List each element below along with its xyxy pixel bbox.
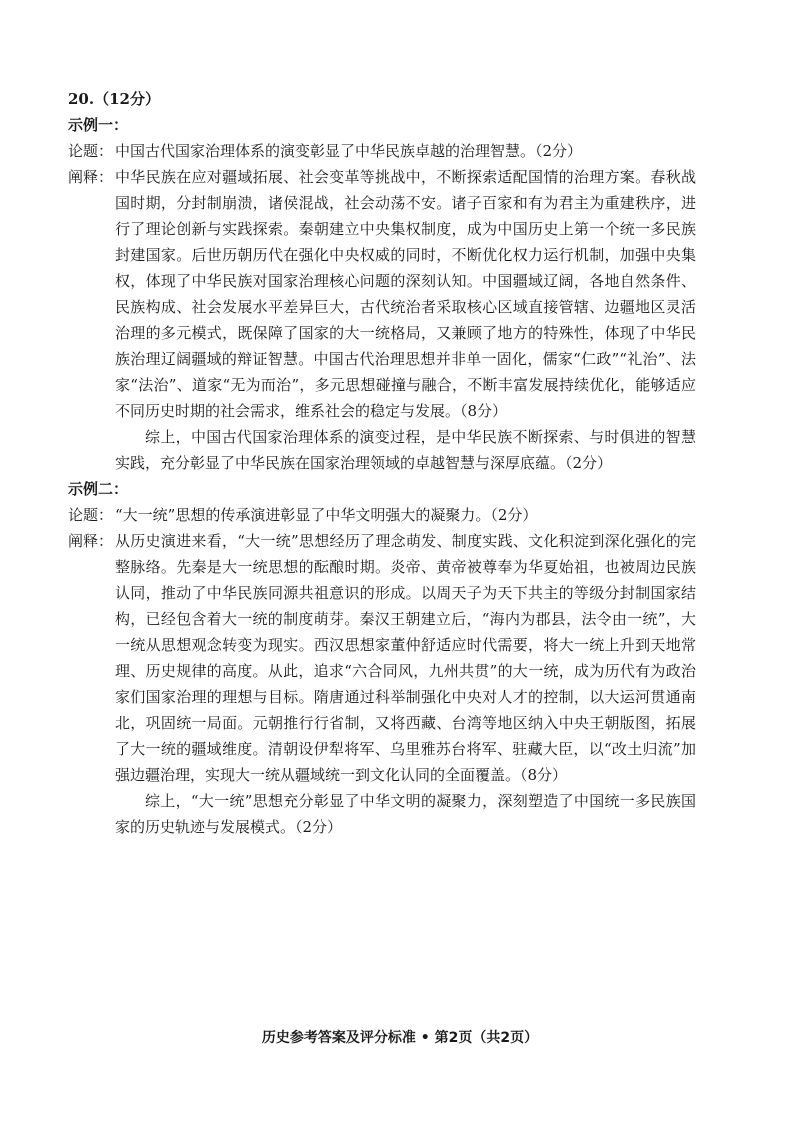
- question-header: 20.（12分）: [68, 90, 160, 108]
- explanation-label: 阐释：: [68, 532, 114, 550]
- summary-text: 综上，中国古代国家治理体系的演变过程，是中华民族不断探索、与时俱进的智慧实践，充分彰显了中华民族在国家治理领域的卓越智慧与深厚底蕴。（2分）: [115, 428, 696, 472]
- example-two: [68, 476, 696, 840]
- thesis-text: “大一统”思想的传承演进彰显了中华文明强大的凝聚力。（2分）: [115, 506, 538, 524]
- thesis-label: 论题：: [68, 142, 114, 160]
- explanation-label: 阐释：: [68, 168, 114, 186]
- example-one: [68, 112, 696, 476]
- thesis-row: [68, 138, 696, 164]
- page-footer: 历史参考答案及评分标准 • 第2页（共2页）: [261, 1030, 539, 1046]
- example-title: 示例一：: [68, 116, 129, 134]
- explanation-row: [68, 528, 696, 788]
- explanation-text: 中华民族在应对疆域拓展、社会变革等挑战中，不断探索适配国情的治理方案。春秋战国时期，分封制崩溃，诸侯混战，社会动荡不安。诸子百家和有为君主为重建秩序，进行了理论创新与实践探索。秦朝建立中央集权制度，成为中国历史上第一个统一多民族封建国家。后世历朝历代在强化中央权威的同时，不断优化权力运行机制，加强中央集权，体现了中华民族对国家治理核心问题的深刻认知。中国疆域辽阔，各地自然条件、民族构成、社会发展水平差异巨大，古代统治者采取核心区域直接管辖、边疆地区灵活治理的多元模式，既保障了国家的大一统格局，又兼顾了地方的特殊性，体现了中华民族治理辽阔疆域的辩证智慧。中国古代治理思想并非单一固化，儒家“仁政”“礼治”、法家“法治”、道家“无为而治”，多元思想碰撞与融合，不断丰富发展持续优化，能够适应不同历史时期的社会需求，维系社会的稳定与发展。（8分）: [115, 168, 696, 420]
- thesis-label: 论题：: [68, 506, 114, 524]
- answer-content: [68, 86, 696, 840]
- example-title: 示例二：: [68, 480, 129, 498]
- summary-text: 综上，“大一统”思想充分彰显了中华文明的凝聚力，深刻塑造了中国统一多民族国家的历史轨迹与发展模式。（2分）: [115, 792, 696, 836]
- explanation-row: [68, 164, 696, 424]
- explanation-text: 从历史演进来看，“大一统”思想经历了理念萌发、制度实践、文化积淀到深化强化的完整脉络。先秦是大一统思想的酝酿时期。炎帝、黄帝被尊奉为华夏始祖，也被周边民族认同，推动了中华民族同源共祖意识的形成。以周天子为天下共主的等级分封制国家结构，已经包含着大一统的制度萌芽。秦汉王朝建立后，“海内为郡县，法令由一统”，大一统从思想观念转变为现实。西汉思想家董仲舒适应时代需要，将大一统上升到天地常理、历史规律的高度。从此，追求“六合同风，九州共贯”的大一统，成为历代有为政治家们国家治理的理想与目标。隋唐通过科举制强化中央对人才的控制，以大运河贯通南北，巩固统一局面。元朝推行行省制，又将西藏、台湾等地区纳入中央王朝版图，拓展了大一统的疆域维度。清朝设伊犁将军、乌里雅苏台将军、驻藏大臣，以“改土归流”加强边疆治理，实现大一统从疆域统一到文化认同的全面覆盖。（8分）: [115, 532, 696, 784]
- thesis-row: [68, 502, 696, 528]
- thesis-text: 中国古代国家治理体系的演变彰显了中华民族卓越的治理智慧。（2分）: [115, 142, 583, 160]
